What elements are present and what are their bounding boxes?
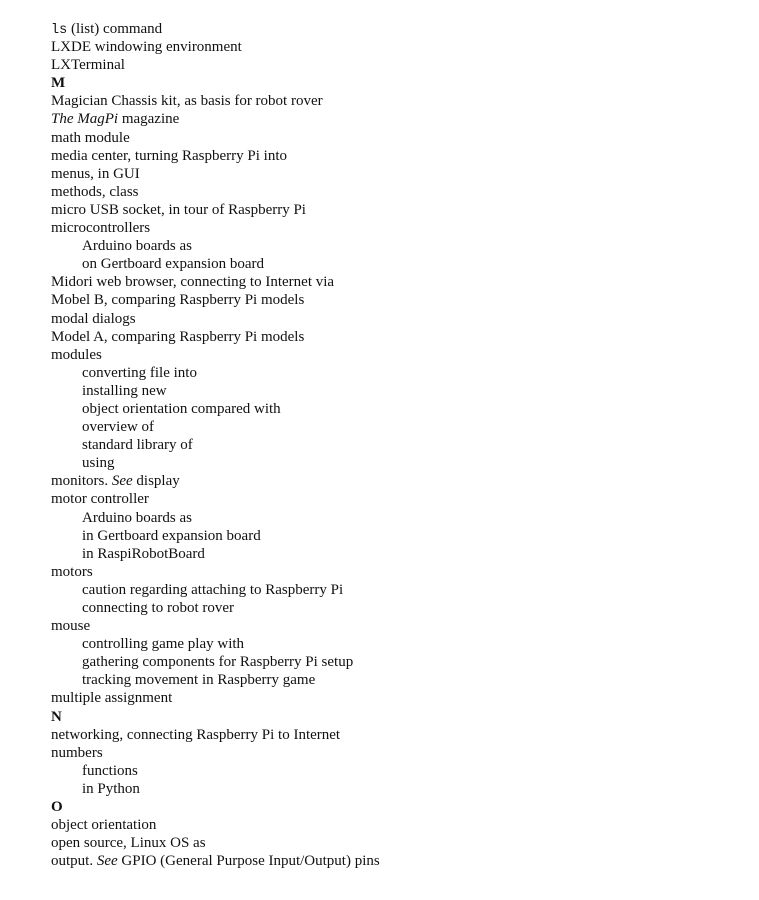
- index-subentry: object orientation compared with: [82, 400, 281, 417]
- see-target: GPIO (General Purpose Input/Output) pins: [117, 853, 380, 870]
- see-reference: See: [96, 853, 118, 870]
- index-entry-microcontrollers: microcontrollers: [51, 220, 151, 237]
- index-entry-magpi: [51, 110, 741, 128]
- index-subentry: using: [82, 455, 115, 472]
- index-entry-mobel-b: Mobel B, comparing Raspberry Pi models: [51, 292, 305, 309]
- index-page: [51, 20, 741, 870]
- index-entry-motor-controller: motor controller: [51, 491, 149, 508]
- index-entry-model-a: Model A, comparing Raspberry Pi models: [51, 328, 305, 345]
- command-code: ls: [51, 23, 68, 38]
- section-letter-m: M: [51, 75, 66, 92]
- index-entry-lxde: LXDE windowing environment: [51, 39, 242, 56]
- index-entry-monitors: [51, 472, 741, 490]
- index-entry-magician: Magician Chassis kit, as basis for robot rover: [51, 93, 323, 110]
- entry-text: output.: [51, 853, 97, 870]
- see-target: display: [132, 473, 180, 490]
- index-entry-numbers: numbers: [51, 744, 103, 761]
- index-entry-open-source: open source, Linux OS as: [51, 835, 206, 852]
- index-subentry: Arduino boards as: [82, 238, 192, 255]
- section-letter-o: O: [51, 799, 63, 816]
- index-subentry: Arduino boards as: [82, 509, 192, 526]
- index-entry-modules: modules: [51, 346, 102, 363]
- index-subentry: tracking movement in Raspberry game: [82, 672, 316, 689]
- index-entry-object-orientation: object orientation: [51, 817, 157, 834]
- index-entry-micro-usb: micro USB socket, in tour of Raspberry Pi: [51, 201, 306, 218]
- index-subentry: in Gertboard expansion board: [82, 527, 261, 544]
- index-entry-mouse: mouse: [51, 618, 91, 635]
- index-subentry: installing new: [82, 382, 167, 399]
- index-entry-midori: Midori web browser, connecting to Internet via: [51, 274, 335, 291]
- entry-text: monitors.: [51, 473, 112, 490]
- index-subentry: caution regarding attaching to Raspberry Pi: [82, 581, 344, 598]
- magazine-title: The MagPi: [51, 111, 119, 128]
- index-entry-math-module: math module: [51, 129, 130, 146]
- index-entry-multiple-assignment: multiple assignment: [51, 690, 173, 707]
- index-subentry: functions: [82, 762, 138, 779]
- index-entry-lxterminal: LXTerminal: [51, 57, 125, 74]
- index-subentry: gathering components for Raspberry Pi setup: [82, 654, 354, 671]
- index-entry-modal-dialogs: modal dialogs: [51, 310, 136, 327]
- index-subentry: on Gertboard expansion board: [82, 256, 265, 273]
- index-subentry: controlling game play with: [82, 636, 245, 653]
- index-entry-motors: motors: [51, 563, 93, 580]
- section-letter-n: N: [51, 708, 62, 725]
- index-entry-media-center: media center, turning Raspberry Pi into: [51, 147, 288, 164]
- index-subentry: overview of: [82, 419, 155, 436]
- index-entry-ls: [51, 20, 741, 38]
- index-entry-methods: methods, class: [51, 183, 139, 200]
- index-subentry: standard library of: [82, 437, 193, 454]
- see-reference: See: [111, 473, 133, 490]
- index-subentry: converting file into: [82, 364, 197, 381]
- index-entry-networking: networking, connecting Raspberry Pi to Internet: [51, 726, 341, 743]
- index-entry-menus: menus, in GUI: [51, 165, 140, 182]
- index-subentry: in RaspiRobotBoard: [82, 545, 205, 562]
- index-subentry: connecting to robot rover: [82, 600, 235, 616]
- entry-text: (list) command: [67, 21, 163, 37]
- index-entry-output: [51, 852, 741, 870]
- index-subentry: in Python: [82, 780, 140, 797]
- entry-text: magazine: [118, 111, 180, 128]
